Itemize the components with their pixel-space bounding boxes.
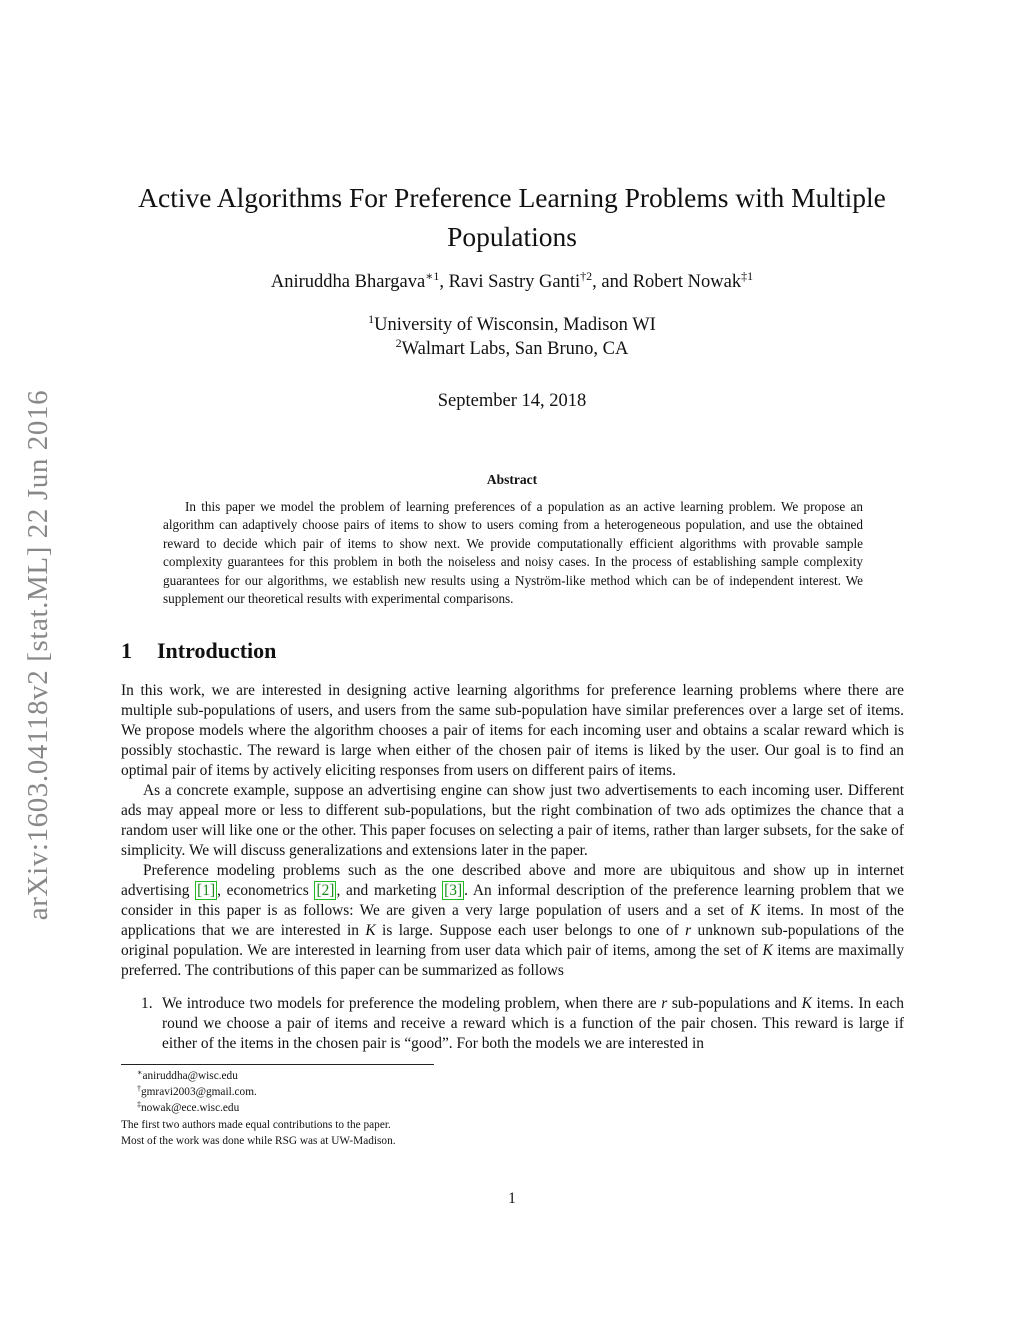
footnote-text: gmravi2003@gmail.com. [141,1086,257,1099]
paper-title [0,178,1024,256]
paragraph: As a concrete example, suppose an advertising engine can show just two advertisements to each incoming user. Different ads may appeal more or less to different sub-populations, but the right combination of two ads optimizes the chance that a random user will like one or the other. This paper focuses on selecting a pair of items, rather than larger subsets, for the sake of simplicity. We will discuss generalizations and extensions later in the paper. [121,782,904,859]
math-symbol: r [661,995,668,1012]
affiliations [0,313,1024,361]
footnote-rule [121,1064,434,1065]
math-symbol: K [365,922,376,939]
footnote [121,1084,621,1100]
list-marker: 1. [141,995,153,1012]
affiliation [0,313,1024,337]
math-symbol: K [801,995,812,1012]
text-run: We introduce two models for preference the modeling problem, when there are [162,995,662,1012]
abstract-heading: Abstract [486,472,538,487]
paragraph: In this work, we are interested in designing active learning algorithms for preference learning problems where there are multiple sub-populations of users, and users from the same sub-population have similar preferences over a large set of items. We propose models where the algorithm chooses a pair of items for each incoming user and obtains a scalar reward which is possibly stochastic. The reward is large when either of the chosen pair of items is liked by the user. Our goal is to find an optimal pair of items by actively eliciting responses from users on different pairs of items. [121,682,904,779]
title-line-1: Active Algorithms For Preference Learning Problems with Multiple [138,182,886,213]
introduction-body [121,681,904,981]
text-run: . An informal description of the preference learning problem that we consider in this paper is as follows: We are given a very large population of users and a set of [121,882,905,919]
text-run: sub-populations and [667,995,802,1012]
text-run: , and marketing [336,882,443,899]
text-run: Preference modeling problems such as the one described above and more are ubiquitous and show up in internet advertising [121,862,904,899]
footnote-text: aniruddha@wisc.edu [142,1070,238,1082]
affiliation-mark: 2 [395,336,402,350]
citation-link[interactable]: [3] [444,882,463,899]
footnote-text: The first two authors made equal contributions to the paper. [121,1118,391,1131]
author-name: Ravi Sastry Ganti [448,272,581,292]
math-symbol: r [685,922,692,939]
text-run: , econometrics [217,882,315,899]
section-heading [121,638,276,664]
arxiv-stamp: arXiv:1603.04118v2 [stat.ML] 22 Jun 2016 [22,389,54,921]
author-list [0,269,1024,293]
paragraph [121,861,904,981]
footnote-mark: ‡ [137,1100,141,1110]
text-run: items. In most of the applications that we are interested in [121,902,904,939]
citation-link[interactable]: [2] [316,882,335,899]
math-symbol: K [762,942,773,959]
footnote-mark: ∗ [137,1068,143,1077]
author-mark: ‡1 [741,269,754,283]
author-separator: , [439,272,449,292]
footnote-mark: † [137,1084,141,1094]
text-run: items are maximally preferred. The contributions of this paper can be summarized as follows [121,942,905,979]
footnote-text: Most of the work was done while RSG was at UW-Madison. [121,1134,396,1147]
affiliation-mark: 1 [368,312,375,326]
footnote [121,1100,621,1116]
author-name: Robert Nowak [632,272,742,292]
section-number: 1 [121,638,132,663]
title-line-2: Populations [447,221,577,252]
footnote [121,1133,621,1149]
section-title: Introduction [157,638,277,663]
text-run: is large. Suppose each user belongs to one of [375,922,686,939]
footnote-text: nowak@ece.wisc.edu [141,1102,240,1115]
author-separator: , and [592,272,633,292]
affiliation-text: Walmart Labs, San Bruno, CA [401,339,629,359]
abstract-text: In this paper we model the problem of learning preferences of a population as an active learning problem. We propose an algorithm can adaptively choose pairs of items to show to users coming from a heterogeneous population, and use the obtained reward to decide which pair of items to show next. We provide computationally efficient algorithms with provable sample complexity guarantees for this problem in both the noiseless and noisy cases. In the process of establishing sample complexity guarantees for our algorithms, we establish new results using a Nyström-like method which can be of independent interest. We supplement our theoretical results with experimental comparisons. [163,499,863,607]
text-run: unknown sub-populations of the original population. We are interested in learning from user data which pair of items, among the set of [121,922,904,959]
footnotes [121,1068,621,1149]
citation-link[interactable]: [1] [197,882,216,899]
contributions-list [121,994,904,1054]
footnote [121,1117,621,1133]
affiliation-text: University of Wisconsin, Madison WI [374,315,656,335]
page-number: 1 [508,1190,516,1207]
paper-date: September 14, 2018 [437,391,587,411]
affiliation [0,337,1024,361]
math-symbol: K [750,902,761,919]
author-mark: ∗1 [425,269,440,283]
footnote [121,1068,621,1084]
author-mark: †2 [580,269,593,283]
author-name: Aniruddha Bhargava [270,272,426,292]
text-run: items. In each round we choose a pair of items and receive a reward which is a function of the pair chosen. This reward is large if either of the items in the chosen pair is “good”. For both the models we are interested in [162,995,904,1052]
list-item [121,994,904,1054]
